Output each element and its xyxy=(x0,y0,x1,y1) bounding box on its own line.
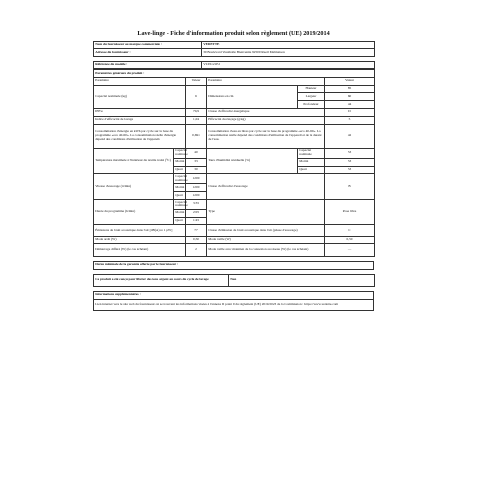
load-quarter-label: Quart xyxy=(174,192,186,200)
general-parameters-table xyxy=(93,69,375,257)
temp-quarter-value: 30 xyxy=(186,166,207,174)
table-row xyxy=(94,174,375,184)
spin-class-label: Classe d'efficacité d'essorage xyxy=(207,174,325,200)
supplier-row xyxy=(94,42,375,49)
load-rated-label: Capacité nominale xyxy=(175,148,188,157)
noise-class-label: Classe d'émission de bruit acoustique dans l'air (phase d'essorage) xyxy=(207,225,325,236)
spin-quarter-value: 1200 xyxy=(186,192,207,200)
load-rated-label: Capacité nominale xyxy=(175,173,188,182)
load-quarter-label: Quart xyxy=(174,166,186,174)
water-consumption-value: 42 xyxy=(325,124,375,148)
washing-index-label: Indice d'efficacité de lavage xyxy=(94,116,186,124)
supplier-name-value: VEDETTE xyxy=(202,42,375,49)
table-row xyxy=(94,292,374,300)
model-table xyxy=(93,61,375,69)
load-rated-label: Capacité nominale xyxy=(298,148,325,158)
load-quarter-label: Quart xyxy=(298,166,325,174)
water-consumption-label: Consommation d'eau en litres par cycle sur la base du programme «eco 40-60». La consommation réelle dépend des conditions d'utilisation de l'appareil et de la dureté de l'eau. xyxy=(207,124,325,148)
washing-index-value: 1,04 xyxy=(186,116,207,124)
supplier-name-label: Nom du fournisseur ou marque commerciale : xyxy=(94,42,202,49)
temp-half-value: 33 xyxy=(186,158,207,166)
noise-class-value: C xyxy=(325,225,375,236)
supplier-table xyxy=(93,41,375,57)
duration-rated-value: 3:35 xyxy=(186,199,207,209)
moisture-rated-value: 53 xyxy=(325,148,375,158)
network-standby-label: Mode veille avec maintien de la connexion au réseau (W) (le cas échéant) xyxy=(207,244,325,256)
column-header-row xyxy=(94,77,375,85)
width-label: Largeur xyxy=(298,93,325,101)
column-header-param-left: Paramètre xyxy=(94,77,186,85)
table-row xyxy=(94,274,375,286)
energy-class-value: D xyxy=(325,109,375,117)
depth-label: Profondeur xyxy=(298,101,325,109)
spin-speed-label: Vitesse d'essorage (tr/min) xyxy=(94,174,174,200)
network-standby-value: — xyxy=(325,244,375,256)
capacity-value: 6 xyxy=(186,85,207,108)
moisture-quarter-value: 53 xyxy=(325,166,375,174)
spin-class-value: B xyxy=(325,174,375,200)
capacity-label: Capacité nominale (kg) xyxy=(94,85,186,108)
address-row xyxy=(94,49,375,56)
table-row xyxy=(94,236,375,244)
standby-value: 0,50 xyxy=(325,236,375,244)
energy-class-label: Classe d'efficacité énergétique xyxy=(207,109,325,117)
column-header-value-right: Valeur xyxy=(325,77,375,85)
noise-label: Émissions de bruit acoustique dans l'air [dB(A) re 1 pW] xyxy=(94,225,186,236)
max-temp-label: Température maximale à l'intérieur du textile traité (°C) xyxy=(94,148,174,174)
eei-label: IEEw xyxy=(94,109,186,117)
product-information-sheet xyxy=(93,30,374,311)
table-row xyxy=(94,109,375,117)
load-half-label: Moitié xyxy=(298,158,325,166)
load-quarter-label: Quart xyxy=(174,217,186,225)
duration-label: Durée du programme (h:min) xyxy=(94,199,174,225)
load-half-label: Moitié xyxy=(174,184,186,192)
type-value: Pose libre xyxy=(325,199,375,225)
off-mode-value: 0,50 xyxy=(186,236,207,244)
supplier-address-label: Adresse du fournisseur : xyxy=(94,49,202,56)
column-header-param-right: Paramètre xyxy=(207,77,325,85)
rinsing-label: Efficacité du rinçage (g/kg) xyxy=(207,116,325,124)
eei-value: 70,9 xyxy=(186,109,207,117)
table-row xyxy=(94,225,375,236)
additional-info-text: Lien internet vers le site web du fournisseur où se trouvent les informations visées à l'annexe II point 9 du règlement (UE) 2019/2023 de la Commission : https://www.vedette.com xyxy=(94,299,374,310)
document-title: Lave-linge - Fiche d'information produit selon règlement (UE) 2019/2014 xyxy=(137,30,330,37)
section-title-row xyxy=(94,70,375,78)
column-header-value-left: Valeur xyxy=(186,77,207,85)
width-value: 60 xyxy=(325,93,375,101)
supplier-address-value: 30 Boulevard Vauxhalle Bienvenüe 92500 Rueil Malmaison xyxy=(202,49,375,56)
standby-label: Mode veille (W) xyxy=(207,236,325,244)
table-row xyxy=(94,244,375,256)
warranty-table xyxy=(93,261,374,270)
table-row xyxy=(94,148,375,158)
energy-consumption-value: 0,691 xyxy=(186,124,207,148)
model-row xyxy=(94,61,375,68)
silver-ion-label: Ce produit a été conçu pour libérer des ions argent au cours du cycle de lavage xyxy=(94,274,229,286)
table-row xyxy=(94,261,374,269)
noise-value: 77 xyxy=(186,225,207,236)
load-half-label: Moitié xyxy=(174,158,186,166)
model-label: Référence du modèle : xyxy=(94,61,202,68)
section-title: Paramètres généraux du produit : xyxy=(94,70,375,78)
warranty-label: Durée minimale de la garantie offerte par le fournisseur : xyxy=(94,261,374,269)
depth-value: 44 xyxy=(325,101,375,109)
table-row xyxy=(94,85,375,93)
temp-rated-value: 40 xyxy=(186,148,207,158)
table-row xyxy=(94,124,375,148)
table-row xyxy=(94,299,374,310)
additional-info-label: Informations supplémentaires : xyxy=(94,292,374,300)
height-label: Hauteur xyxy=(298,85,325,93)
energy-consumption-label: Consommation d'énergie en kWh par cycle sur la base du programme «eco 40-60». La consommation réelle d'énergie dépend des conditions d'utilisation de l'appareil. xyxy=(94,124,186,148)
delay-start-label: Démarrage différé (W) (le cas échéant) xyxy=(94,244,186,256)
moisture-half-value: 53 xyxy=(325,158,375,166)
delay-start-value: 2 xyxy=(186,244,207,256)
load-half-label: Moitié xyxy=(174,209,186,217)
model-value: VLT6121E2 xyxy=(202,61,375,68)
off-mode-label: Mode arrêt (W) xyxy=(94,236,186,244)
silver-ion-table xyxy=(93,274,375,287)
table-row xyxy=(94,116,375,124)
dimensions-label: Dimensions en cm xyxy=(207,85,298,108)
spin-rated-value: 1200 xyxy=(186,174,207,184)
spin-half-value: 1200 xyxy=(186,184,207,192)
additional-info-table xyxy=(93,291,374,311)
height-value: 85 xyxy=(325,85,375,93)
rinsing-value: 5 xyxy=(325,116,375,124)
moisture-label: Taux d'humidité résiduelle (%) xyxy=(207,148,298,174)
duration-quarter-value: 1:45 xyxy=(186,217,207,225)
type-label: Type xyxy=(207,199,325,225)
silver-ion-value: Non xyxy=(229,274,375,286)
table-row xyxy=(94,199,375,209)
duration-half-value: 2:05 xyxy=(186,209,207,217)
load-rated-label: Capacité nominale xyxy=(175,199,188,208)
